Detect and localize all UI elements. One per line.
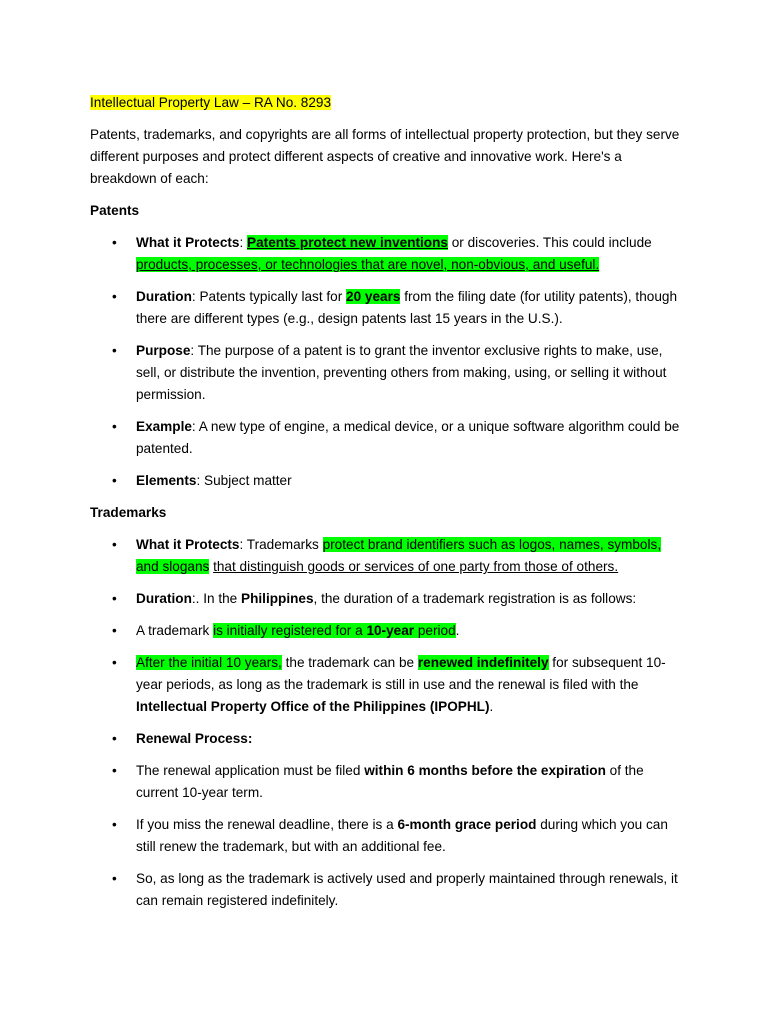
trademarks-application-post: of the current 10-year term. bbox=[136, 763, 644, 800]
document-title bbox=[90, 92, 680, 114]
trademarks-list bbox=[90, 534, 680, 912]
trademarks-what-highlight: protect brand identifiers such as logos, names, symbols, and slogans bbox=[136, 537, 662, 574]
patents-purpose-label: Purpose bbox=[136, 343, 191, 358]
trademarks-renewal-process-label: Renewal Process: bbox=[136, 731, 253, 746]
patents-elements-text: : Subject matter bbox=[196, 473, 292, 488]
patents-what-sep: : bbox=[239, 235, 248, 250]
patents-what-item bbox=[90, 232, 680, 276]
patents-example-text: : A new type of engine, a medical device, or a unique software algorithm could be patented. bbox=[136, 419, 680, 456]
trademarks-what-underlined: that distinguish goods or services of one party from those of others. bbox=[213, 559, 619, 574]
patents-what-highlight-2: products, processes, or technologies that are novel, non-obvious, and useful. bbox=[136, 257, 600, 272]
trademarks-duration-label: Duration bbox=[136, 591, 192, 606]
trademarks-what-pre: : Trademarks bbox=[239, 537, 323, 552]
trademarks-renewal-post: for subsequent 10-year periods, as long as the trademark is still in use and the renewal is filed with the bbox=[136, 655, 666, 692]
patents-what-mid: or discoveries. This could include bbox=[447, 235, 652, 250]
trademarks-what-item bbox=[90, 534, 680, 578]
document-page bbox=[90, 92, 680, 922]
patents-duration-post: from the filing date (for utility patents), though there are different types (e.g., design patents last 15 years in the U.S.). bbox=[136, 289, 678, 326]
patents-duration-item bbox=[90, 286, 680, 330]
patents-purpose-item bbox=[90, 340, 680, 406]
document-title-text: Intellectual Property Law – RA No. 8293 bbox=[90, 95, 332, 110]
trademarks-registered-item bbox=[90, 620, 680, 642]
trademarks-grace-post: during which you can still renew the trademark, but with an additional fee. bbox=[136, 817, 668, 854]
trademarks-grace-item bbox=[90, 814, 680, 858]
patents-duration-label: Duration bbox=[136, 289, 192, 304]
trademarks-application-pre: The renewal application must be filed bbox=[136, 763, 365, 778]
trademarks-renewal-mid: the trademark can be bbox=[281, 655, 418, 670]
trademarks-registered-highlight-bold: 10-year bbox=[366, 623, 415, 638]
patents-what-label: What it Protects bbox=[136, 235, 240, 250]
patents-list bbox=[90, 232, 680, 492]
trademarks-duration-post: , the duration of a trademark registration is as follows: bbox=[313, 591, 637, 606]
trademarks-registered-pre: A trademark bbox=[136, 623, 214, 638]
patents-duration-highlight: 20 years bbox=[346, 289, 401, 304]
trademarks-renewal-info-item bbox=[90, 652, 680, 718]
trademarks-what-label: What it Protects bbox=[136, 537, 240, 552]
trademarks-duration-item bbox=[90, 588, 680, 610]
trademarks-duration-pre: :. In the bbox=[191, 591, 242, 606]
patents-purpose-text: : The purpose of a patent is to grant the inventor exclusive rights to make, use, sell, or distribute the invention, preventing others from making, using, or selling it without permission. bbox=[136, 343, 667, 402]
trademarks-registered-highlight-2: period bbox=[414, 623, 456, 638]
patents-elements-label: Elements bbox=[136, 473, 197, 488]
trademarks-registered-highlight-1: is initially registered for a bbox=[213, 623, 367, 638]
intro-paragraph: Patents, trademarks, and copyrights are all forms of intellectual property protection, but they serve different purposes and protect different aspects of creative and innovative work. Here's a breakdown of each: bbox=[90, 127, 680, 186]
trademarks-grace-pre: If you miss the renewal deadline, there is a bbox=[136, 817, 398, 832]
trademarks-renewal-highlight-2: renewed indefinitely bbox=[417, 655, 549, 670]
trademarks-renewal-highlight-1: After the initial 10 years, bbox=[136, 655, 282, 670]
patents-heading: Patents bbox=[90, 203, 140, 218]
trademarks-registered-post: . bbox=[455, 623, 460, 638]
trademarks-summary-item bbox=[90, 868, 680, 912]
patents-example-item bbox=[90, 416, 680, 460]
trademarks-renewal-process-item bbox=[90, 728, 680, 750]
patents-duration-pre: : Patents typically last for bbox=[191, 289, 347, 304]
trademarks-summary-text: So, as long as the trademark is actively used and properly maintained through renewals, it can remain registered indefinitely. bbox=[136, 871, 678, 908]
trademarks-application-bold: within 6 months before the expiration bbox=[364, 763, 606, 778]
patents-elements-item bbox=[90, 470, 680, 492]
patents-example-label: Example bbox=[136, 419, 192, 434]
trademarks-duration-bold: Philippines bbox=[241, 591, 314, 606]
trademarks-application-item bbox=[90, 760, 680, 804]
trademarks-grace-bold: 6-month grace period bbox=[397, 817, 537, 832]
trademarks-renewal-end: . bbox=[489, 699, 494, 714]
trademarks-renewal-office: Intellectual Property Office of the Philippines (IPOPHL) bbox=[136, 699, 490, 714]
trademarks-heading: Trademarks bbox=[90, 505, 167, 520]
patents-what-highlight-1: Patents protect new inventions bbox=[247, 235, 448, 250]
